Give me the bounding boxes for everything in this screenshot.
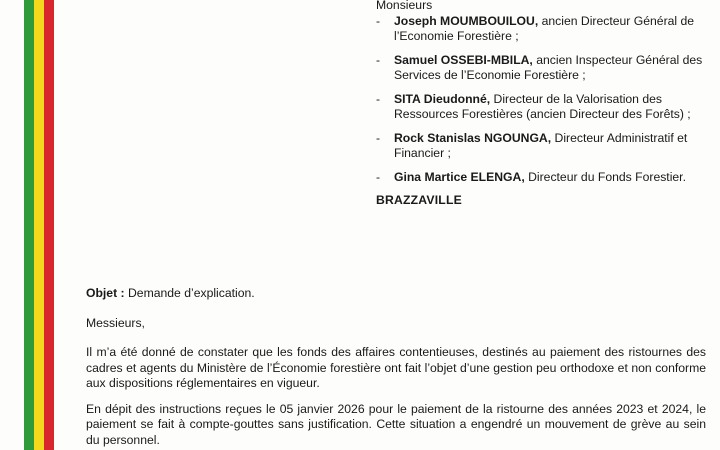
addressee-role-rest: Général des Services de l’Economie Forestière ;	[394, 52, 703, 82]
paragraph-2: En dépit des instructions reçues le 05 janvier 2026 pour le paiement de la ristourne des années 2023 et 2024, le paiement se fait à compte-gouttes sans justification. Cette situation a engendré un mouvement de grève au sein du personnel.	[86, 401, 706, 447]
list-dash: -	[376, 13, 381, 28]
addressee-name: SITA Dieudonné,	[394, 91, 491, 106]
subject-label: Objet :	[86, 286, 125, 300]
addressee-block	[374, 0, 706, 209]
addressee-role: ancien Inspecteur	[536, 52, 633, 67]
addressee-name: Samuel OSSEBI-MBILA,	[394, 52, 533, 67]
addressee-item	[374, 92, 706, 123]
addressee-role: Directeur	[554, 130, 604, 145]
letter-body	[86, 286, 706, 448]
addressee-role-rest: Forestier.	[635, 169, 686, 184]
flag-stripes	[0, 0, 60, 450]
addressee-list	[374, 14, 706, 186]
greeting: Messieurs,	[86, 315, 145, 330]
addressee-salutation: Monsieurs	[376, 0, 433, 12]
addressee-role-rest: Général de l’Economie Forestière ;	[394, 13, 695, 43]
list-dash: -	[376, 52, 381, 67]
paragraph-1: Il m’a été donné de constater que les fonds des affaires contentieuses, destinés au paiement des ristournes des cadres et agents du Ministère de l’Économie forestière ont fait l’objet d’une gestion peu orthodoxe et non conforme aux dispositions réglementaires en vigueur.	[86, 345, 706, 390]
city-name: BRAZZAVILLE	[376, 193, 462, 207]
addressee-role-rest: Administratif et Financier ;	[394, 130, 688, 160]
addressee-name: Joseph MOUMBOUILOU,	[394, 13, 539, 28]
addressee-role: Directeur de la Valorisation	[493, 91, 639, 106]
addressee-item	[374, 170, 706, 186]
flag-stripe-yellow	[34, 0, 44, 450]
addressee-name: Rock Stanislas NGOUNGA,	[394, 130, 552, 145]
addressee-item	[374, 14, 706, 45]
addressee-role: ancien Directeur	[541, 13, 631, 28]
addressee-name: Gina Martice ELENGA,	[394, 169, 525, 184]
list-dash: -	[376, 91, 381, 106]
addressee-role-rest: des Ressources Forestières (ancien Directeur des Forêts) ;	[394, 91, 691, 121]
subject-text: Demande d’explication.	[127, 286, 255, 300]
flag-stripe-red	[44, 0, 54, 450]
addressee-role: Directeur du Fonds	[528, 169, 632, 184]
list-dash: -	[376, 169, 381, 184]
list-dash: -	[376, 130, 381, 145]
flag-stripe-green	[24, 0, 34, 450]
addressee-item	[374, 131, 706, 162]
subject-line	[86, 286, 706, 302]
addressee-item	[374, 53, 706, 84]
